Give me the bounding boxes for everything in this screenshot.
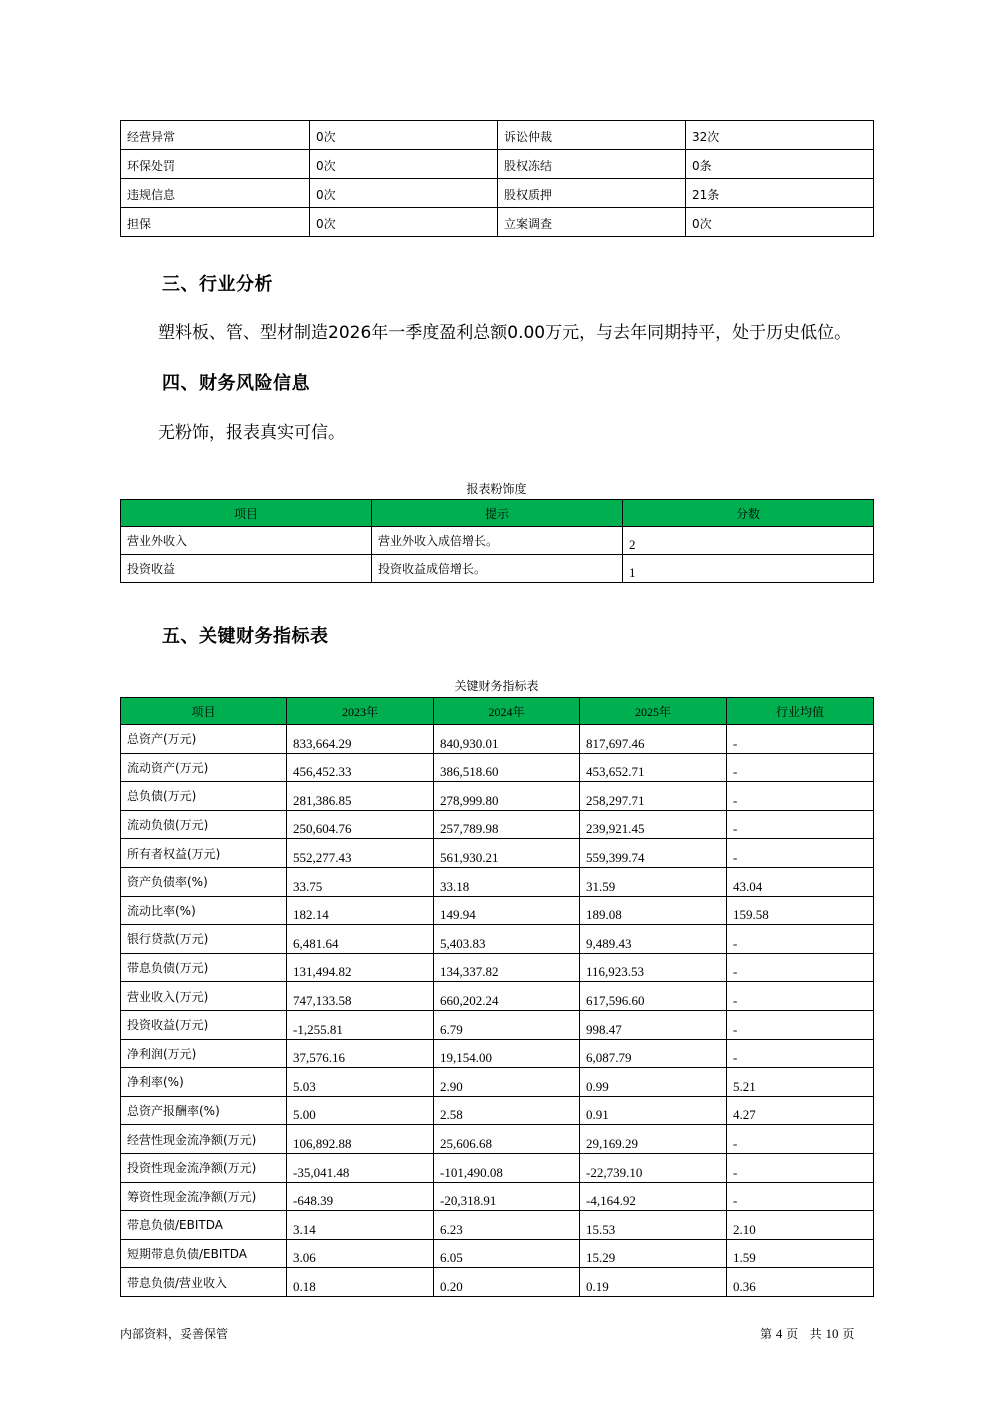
page-prefix: 第: [760, 1327, 773, 1341]
indicator-value: 0.20: [434, 1268, 580, 1297]
whitewash-table: [120, 499, 874, 583]
indicator-row: [121, 1153, 874, 1182]
fin-table-caption: 关键财务指标表: [454, 679, 539, 693]
risk-item-label: 股权质押: [498, 179, 686, 208]
indicator-value: -: [727, 925, 874, 954]
risk-item-label: 股权冻结: [498, 150, 686, 179]
whitewash-header-row: [121, 500, 874, 527]
risk-item-label: 违规信息: [121, 179, 310, 208]
indicator-row: [121, 1268, 874, 1297]
indicator-value: 159.58: [727, 896, 874, 925]
indicator-value: 182.14: [287, 896, 434, 925]
indicator-label: 营业收入(万元): [121, 982, 287, 1011]
indicator-value: 817,697.46: [580, 725, 727, 754]
risk-item-count: 0次: [310, 179, 498, 208]
indicator-value: 9,489.43: [580, 925, 727, 954]
indicator-value: -: [727, 782, 874, 811]
indicator-label: 所有者权益(万元): [121, 839, 287, 868]
indicator-label: 带息负债/EBITDA: [121, 1211, 287, 1240]
total-suffix: 页: [842, 1327, 855, 1341]
fin-table-head: [121, 698, 874, 725]
indicator-label: 总资产(万元): [121, 725, 287, 754]
column-header: 分数: [623, 500, 874, 527]
indicator-value: 239,921.45: [580, 810, 727, 839]
indicator-value: 3.06: [287, 1239, 434, 1268]
indicator-value: 833,664.29: [287, 725, 434, 754]
indicator-value: 106,892.88: [287, 1125, 434, 1154]
indicator-value: 998.47: [580, 1010, 727, 1039]
indicator-value: 258,297.71: [580, 782, 727, 811]
indicator-value: -1,255.81: [287, 1010, 434, 1039]
section4-heading: 四、财务风险信息: [162, 373, 310, 394]
indicator-value: 116,923.53: [580, 953, 727, 982]
indicator-label: 流动负债(万元): [121, 810, 287, 839]
indicator-value: -: [727, 753, 874, 782]
indicator-row: [121, 1125, 874, 1154]
indicator-row: [121, 953, 874, 982]
risk-row: [121, 179, 874, 208]
column-header: 提示: [372, 500, 623, 527]
indicator-value: -648.39: [287, 1182, 434, 1211]
column-header: 行业均值: [727, 698, 874, 725]
indicator-value: 33.75: [287, 867, 434, 896]
page-mid: 页: [786, 1327, 799, 1341]
risk-item-count: 0次: [310, 150, 498, 179]
indicator-value: 3.14: [287, 1211, 434, 1240]
indicator-value: 33.18: [434, 867, 580, 896]
page-indicator: [760, 1325, 854, 1342]
indicator-value: -: [727, 810, 874, 839]
column-header: 2024年: [434, 698, 580, 725]
indicator-value: 559,399.74: [580, 839, 727, 868]
indicator-value: 29,169.29: [580, 1125, 727, 1154]
risk-item-label: 立案调查: [498, 208, 686, 237]
indicator-value: 2.58: [434, 1096, 580, 1125]
indicator-value: 131,494.82: [287, 953, 434, 982]
section4-text: 无粉饰，报表真实可信。: [158, 423, 345, 443]
indicator-value: -: [727, 1010, 874, 1039]
indicator-row: [121, 1239, 874, 1268]
indicator-row: [121, 725, 874, 754]
risk-item-label: 环保处罚: [121, 150, 310, 179]
total-prefix: 共: [809, 1327, 822, 1341]
indicator-label: 筹资性现金流净额(万元): [121, 1182, 287, 1211]
whitewash-table-caption: 报表粉饰度: [466, 482, 527, 496]
whitewash-row: [121, 527, 874, 555]
indicator-value: 456,452.33: [287, 753, 434, 782]
total-pages: 10: [825, 1326, 839, 1341]
indicator-label: 投资性现金流净额(万元): [121, 1153, 287, 1182]
indicator-value: 6.23: [434, 1211, 580, 1240]
indicator-row: [121, 782, 874, 811]
risk-table-body: [121, 121, 874, 237]
indicator-value: -: [727, 1125, 874, 1154]
indicator-value: 43.04: [727, 867, 874, 896]
indicator-value: 1.59: [727, 1239, 874, 1268]
indicator-value: 149.94: [434, 896, 580, 925]
indicator-value: 25,606.68: [434, 1125, 580, 1154]
indicator-label: 短期带息负债/EBITDA: [121, 1239, 287, 1268]
indicator-row: [121, 1211, 874, 1240]
indicator-value: 840,930.01: [434, 725, 580, 754]
risk-row: [121, 208, 874, 237]
risk-item-label: 经营异常: [121, 121, 310, 150]
indicator-row: [121, 896, 874, 925]
indicator-row: [121, 1182, 874, 1211]
indicator-value: 134,337.82: [434, 953, 580, 982]
item-cell: 营业外收入: [121, 527, 372, 555]
fin-table-body: [121, 725, 874, 1297]
indicator-row: [121, 982, 874, 1011]
section5-heading: 五、关键财务指标表: [162, 626, 329, 647]
risk-item-label: 担保: [121, 208, 310, 237]
indicator-value: 453,652.71: [580, 753, 727, 782]
indicator-value: 0.18: [287, 1268, 434, 1297]
indicator-value: -35,041.48: [287, 1153, 434, 1182]
whitewash-table-head: [121, 500, 874, 527]
indicator-value: 6.05: [434, 1239, 580, 1268]
indicator-value: 281,386.85: [287, 782, 434, 811]
risk-item-count: 0次: [310, 121, 498, 150]
column-header: 2025年: [580, 698, 727, 725]
indicator-row: [121, 839, 874, 868]
indicator-value: -101,490.08: [434, 1153, 580, 1182]
indicator-row: [121, 1039, 874, 1068]
indicator-label: 带息负债(万元): [121, 953, 287, 982]
indicator-value: -4,164.92: [580, 1182, 727, 1211]
indicator-label: 带息负债/营业收入: [121, 1268, 287, 1297]
indicator-value: 2.10: [727, 1211, 874, 1240]
risk-row: [121, 150, 874, 179]
indicator-label: 净利率(%): [121, 1068, 287, 1097]
indicator-value: -22,739.10: [580, 1153, 727, 1182]
risk-summary-table: [120, 120, 874, 237]
indicator-value: 6,087.79: [580, 1039, 727, 1068]
indicator-value: 660,202.24: [434, 982, 580, 1011]
indicator-value: 15.53: [580, 1211, 727, 1240]
indicator-value: -: [727, 725, 874, 754]
indicator-value: 5.03: [287, 1068, 434, 1097]
indicator-value: 0.91: [580, 1096, 727, 1125]
indicator-value: 386,518.60: [434, 753, 580, 782]
column-header: 项目: [121, 500, 372, 527]
indicator-value: 278,999.80: [434, 782, 580, 811]
indicator-value: 617,596.60: [580, 982, 727, 1011]
section3-heading: 三、行业分析: [162, 274, 273, 295]
risk-item-label: 诉讼仲裁: [498, 121, 686, 150]
risk-item-count: 32次: [686, 121, 874, 150]
column-header: 项目: [121, 698, 287, 725]
risk-item-count: 0次: [310, 208, 498, 237]
indicator-label: 流动资产(万元): [121, 753, 287, 782]
indicator-value: -: [727, 1039, 874, 1068]
indicator-value: 31.59: [580, 867, 727, 896]
indicator-value: -: [727, 1182, 874, 1211]
indicator-value: -: [727, 953, 874, 982]
indicator-label: 流动比率(%): [121, 896, 287, 925]
indicator-value: 561,930.21: [434, 839, 580, 868]
section3-text: 塑料板、管、型材制造2026年一季度盈利总额0.00万元，与去年同期持平，处于历史低位。: [158, 323, 852, 343]
indicator-row: [121, 1010, 874, 1039]
indicator-value: -: [727, 982, 874, 1011]
indicator-value: 19,154.00: [434, 1039, 580, 1068]
indicator-value: 747,133.58: [287, 982, 434, 1011]
fin-header-row: [121, 698, 874, 725]
page-number: 4: [775, 1326, 783, 1341]
indicator-label: 净利润(万元): [121, 1039, 287, 1068]
indicator-value: 6.79: [434, 1010, 580, 1039]
indicator-row: [121, 1068, 874, 1097]
indicator-value: -20,318.91: [434, 1182, 580, 1211]
indicator-label: 资产负债率(%): [121, 867, 287, 896]
indicator-row: [121, 753, 874, 782]
indicator-value: 15.29: [580, 1239, 727, 1268]
hint-cell: 投资收益成倍增长。: [372, 555, 623, 583]
indicator-value: 5.00: [287, 1096, 434, 1125]
indicator-row: [121, 867, 874, 896]
score-cell: 2: [623, 527, 874, 555]
risk-item-count: 0条: [686, 150, 874, 179]
indicator-value: -: [727, 1153, 874, 1182]
whitewash-table-body: [121, 527, 874, 583]
indicator-value: 5.21: [727, 1068, 874, 1097]
indicator-value: 2.90: [434, 1068, 580, 1097]
risk-row: [121, 121, 874, 150]
indicator-label: 总资产报酬率(%): [121, 1096, 287, 1125]
indicator-value: 189.08: [580, 896, 727, 925]
indicator-label: 投资收益(万元): [121, 1010, 287, 1039]
column-header: 2023年: [287, 698, 434, 725]
risk-item-count: 21条: [686, 179, 874, 208]
indicator-value: 552,277.43: [287, 839, 434, 868]
indicator-label: 银行贷款(万元): [121, 925, 287, 954]
indicator-row: [121, 925, 874, 954]
risk-item-count: 0次: [686, 208, 874, 237]
indicator-value: 0.19: [580, 1268, 727, 1297]
indicator-value: 257,789.98: [434, 810, 580, 839]
key-financial-table: [120, 697, 874, 1297]
indicator-value: 6,481.64: [287, 925, 434, 954]
indicator-label: 总负债(万元): [121, 782, 287, 811]
footer-note: 内部资料，妥善保管: [120, 1327, 229, 1341]
indicator-row: [121, 1096, 874, 1125]
indicator-value: 5,403.83: [434, 925, 580, 954]
indicator-value: 0.36: [727, 1268, 874, 1297]
item-cell: 投资收益: [121, 555, 372, 583]
whitewash-row: [121, 555, 874, 583]
indicator-value: -: [727, 839, 874, 868]
indicator-value: 4.27: [727, 1096, 874, 1125]
indicator-label: 经营性现金流净额(万元): [121, 1125, 287, 1154]
indicator-row: [121, 810, 874, 839]
indicator-value: 0.99: [580, 1068, 727, 1097]
score-cell: 1: [623, 555, 874, 583]
hint-cell: 营业外收入成倍增长。: [372, 527, 623, 555]
indicator-value: 250,604.76: [287, 810, 434, 839]
indicator-value: 37,576.16: [287, 1039, 434, 1068]
